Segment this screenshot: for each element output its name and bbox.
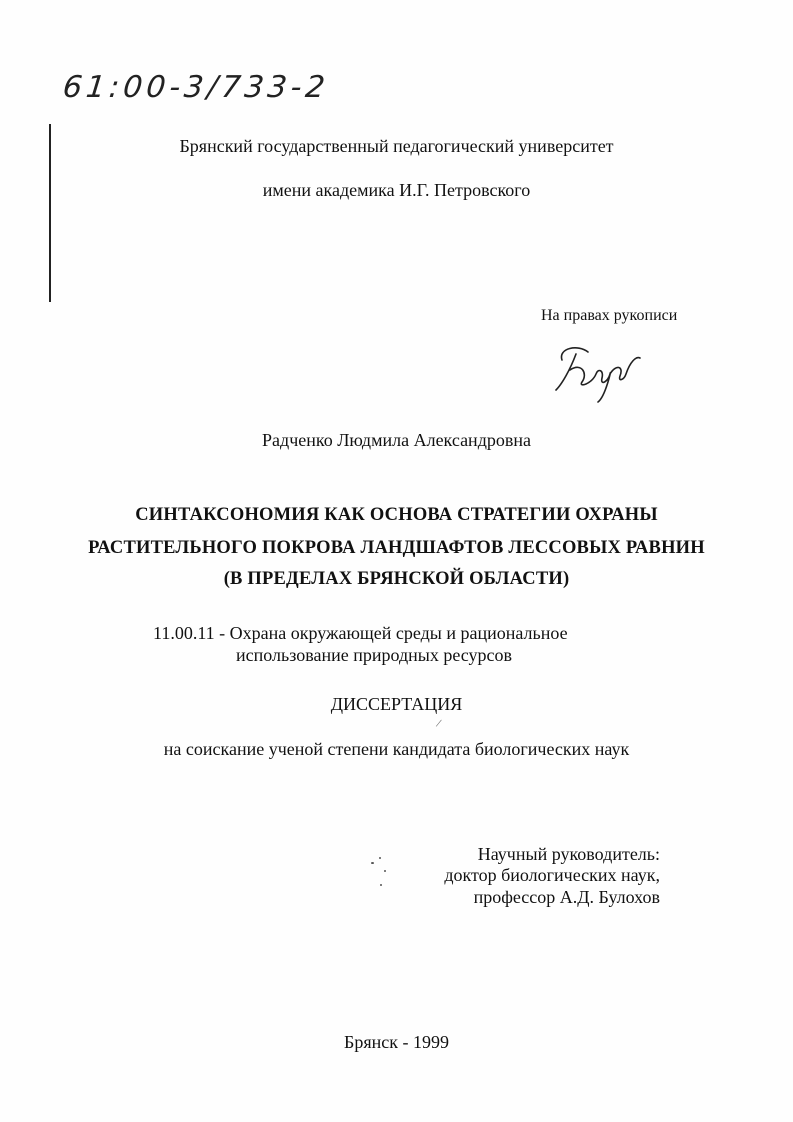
catalog-number-stamp: 61:00-3/733-2 (61, 70, 331, 105)
author-signature (548, 340, 648, 406)
pen-mark: / (434, 715, 443, 731)
scan-speck (384, 870, 386, 872)
scan-speck (371, 862, 374, 864)
supervisor-name: профессор А.Д. Булохов (473, 887, 660, 907)
scan-speck (380, 884, 382, 886)
scan-speck (379, 857, 381, 859)
title-line-1: СИНТАКСОНОМИЯ КАК ОСНОВА СТРАТЕГИИ ОХРАНЫ (135, 505, 658, 525)
title-line-2: РАСТИТЕЛЬНОГО ПОКРОВА ЛАНДШАФТОВ ЛЕССОВЫХ РАВНИН (88, 538, 705, 558)
specialty-line-2: использование природных ресурсов (236, 645, 513, 665)
supervisor-role: Научный руководитель: (477, 844, 660, 864)
specialty-line-1: 11.00.11 - Охрана окружающей среды и рациональное (153, 623, 568, 643)
work-type: ДИССЕРТАЦИЯ (330, 694, 463, 714)
manuscript-rights-note: На правах рукописи (541, 307, 678, 324)
degree-statement: на соискание ученой степени кандидата биологических наук (163, 739, 630, 759)
title-line-3: (В ПРЕДЕЛАХ БРЯНСКОЙ ОБЛАСТИ) (223, 569, 570, 589)
supervisor-degree: доктор биологических наук, (444, 865, 660, 885)
university-named-after: имени академика И.Г. Петровского (262, 180, 531, 200)
author-name: Радченко Людмила Александровна (262, 430, 531, 450)
place-and-year: Брянск - 1999 (344, 1032, 449, 1052)
university-name: Брянский государственный педагогический университет (179, 136, 614, 156)
